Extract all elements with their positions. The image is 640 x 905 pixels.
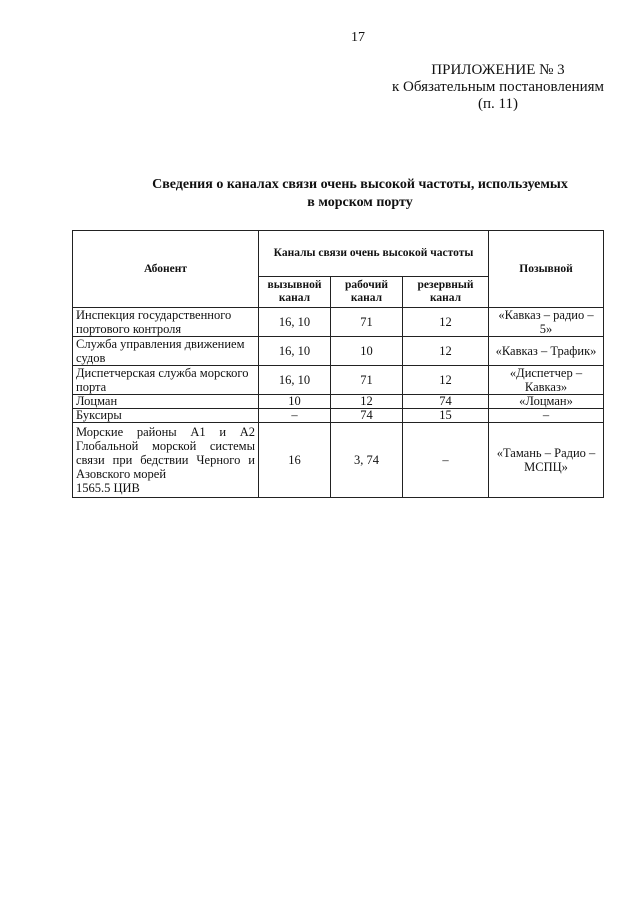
cell-reserve-channel: 12: [403, 308, 489, 337]
table-row: [73, 409, 604, 423]
table-row: [73, 395, 604, 409]
cell-call-channel: 16, 10: [259, 337, 331, 366]
cell-reserve-channel: –: [403, 423, 489, 498]
cell-reserve-channel: 15: [403, 409, 489, 423]
cell-callsign: «Лоцман»: [489, 395, 604, 409]
header-reserve-channel: резервный канал: [403, 276, 489, 307]
cell-subscriber: Служба управления движением судов: [73, 337, 259, 366]
header-work-channel: рабочий канал: [331, 276, 403, 307]
channels-table: [72, 230, 604, 498]
header-callsign: Позывной: [489, 231, 604, 308]
cell-callsign: «Тамань – Радио – МСПЦ»: [489, 423, 604, 498]
cell-work-channel: 10: [331, 337, 403, 366]
cell-callsign: –: [489, 409, 604, 423]
table-row: [73, 366, 604, 395]
cell-work-channel: 71: [331, 308, 403, 337]
subscriber-frequency: 1565.5 ЦИВ: [76, 481, 140, 495]
cell-subscriber: Лоцман: [73, 395, 259, 409]
table-row: [73, 337, 604, 366]
title-line-2: в морском порту: [307, 195, 413, 210]
cell-reserve-channel: 12: [403, 366, 489, 395]
title-line-1: Сведения о каналах связи очень высокой частоты, используемых: [152, 177, 568, 192]
header-subscriber: Абонент: [73, 231, 259, 308]
cell-callsign: «Кавказ – Трафик»: [489, 337, 604, 366]
appendix-clause: (п. 11): [478, 96, 518, 112]
document-title: [80, 176, 640, 212]
table-row: [73, 308, 604, 337]
cell-call-channel: 16, 10: [259, 366, 331, 395]
cell-work-channel: 12: [331, 395, 403, 409]
cell-call-channel: 16: [259, 423, 331, 498]
cell-subscriber: Инспекция государственного портового контроля: [73, 308, 259, 337]
cell-callsign: «Кавказ – радио – 5»: [489, 308, 604, 337]
appendix-number: ПРИЛОЖЕНИЕ № 3: [431, 62, 565, 78]
table-row: [73, 423, 604, 498]
header-call-channel: вызывной канал: [259, 276, 331, 307]
cell-subscriber: [73, 423, 259, 498]
appendix-header: [368, 62, 628, 113]
appendix-reference: к Обязательным постановлениям: [391, 79, 605, 95]
cell-work-channel: 3, 74: [331, 423, 403, 498]
subscriber-description: Морские районы А1 и А2 Глобальной морской системы связи при бедствии Черного и Азовского морей: [76, 425, 255, 481]
cell-work-channel: 74: [331, 409, 403, 423]
cell-subscriber: Диспетчерская служба морского порта: [73, 366, 259, 395]
cell-reserve-channel: 74: [403, 395, 489, 409]
header-channels-group: Каналы связи очень высокой частоты: [259, 231, 489, 277]
cell-subscriber: Буксиры: [73, 409, 259, 423]
cell-call-channel: 10: [259, 395, 331, 409]
cell-call-channel: –: [259, 409, 331, 423]
page-number: 17: [351, 30, 365, 45]
cell-work-channel: 71: [331, 366, 403, 395]
cell-callsign: «Диспетчер – Кавказ»: [489, 366, 604, 395]
cell-call-channel: 16, 10: [259, 308, 331, 337]
cell-reserve-channel: 12: [403, 337, 489, 366]
